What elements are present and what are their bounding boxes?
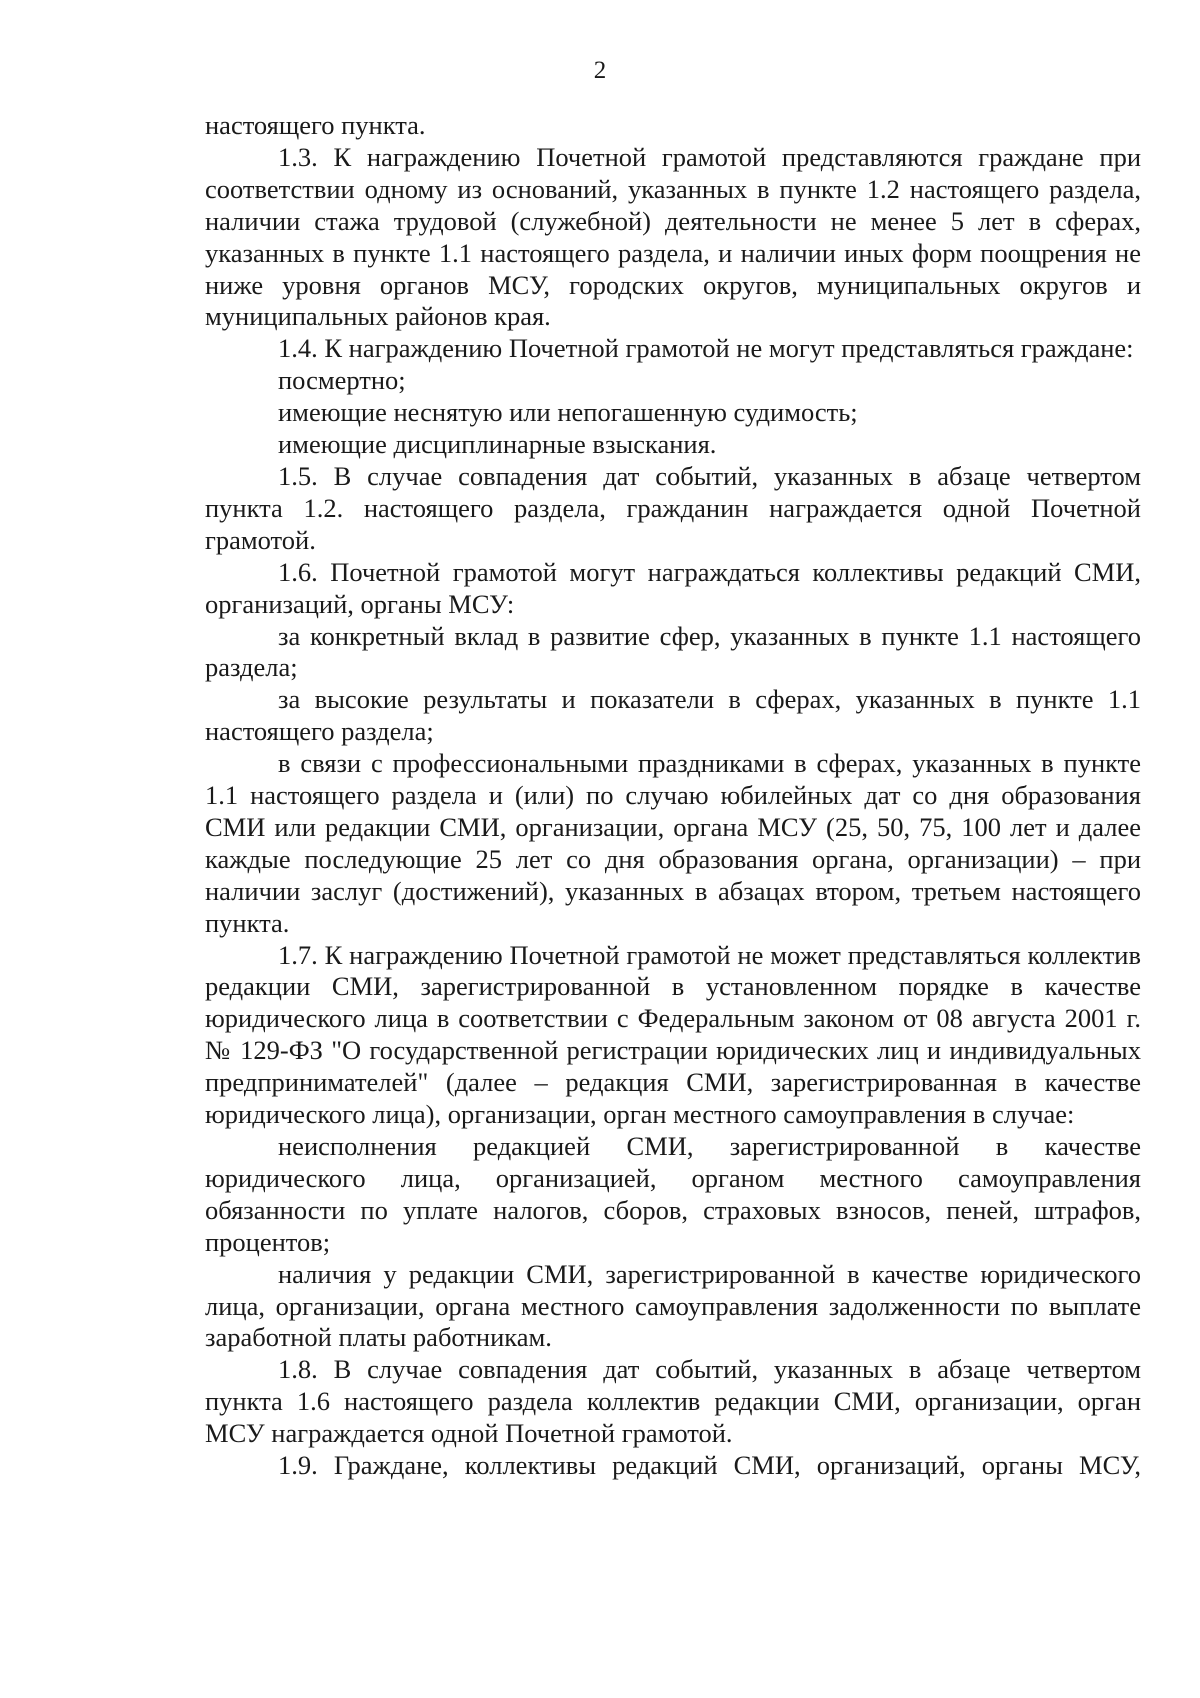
page-number: 2 [593,57,607,84]
paragraph-1-5: 1.5. В случае совпадения дат событий, указанных в абзаце четвертом пункта 1.2. настоящего раздела, гражданин награждается одной Почетной грамотой. [205,460,1141,555]
paragraph-1-4: 1.4. К награждению Почетной грамотой не могут представляться граждане: [278,333,1134,364]
paragraph: настоящего пункта. [205,110,426,140]
list-item: имеющие неснятую или непогашенную судимость; [278,397,858,428]
paragraph-1-9: 1.9. Граждане, коллективы редакций СМИ, организаций, органы МСУ, [278,1450,1141,1481]
list-item: за высокие результаты и показатели в сферах, указанных в пункте 1.1 настоящего раздела; [205,684,1141,747]
paragraph-1-7: 1.7. К награждению Почетной грамотой не может представляться коллектив редакции СМИ, зарегистрированной в установленном порядке в качестве юридического лица в соответствии с Федеральным законом от 08 августа 2001 г. № 129-ФЗ "О государственной регистрации юридических лиц и индивидуальных предпринимателей" (далее – редакция СМИ, зарегистрированная в качестве юридического лица), организации, орган местного самоуправления в случае: [205,939,1141,1130]
paragraph-1-6: 1.6. Почетной грамотой могут награждаться коллективы редакций СМИ, организаций, органы МСУ: [205,556,1141,619]
list-item: имеющие дисциплинарные взыскания. [278,429,717,460]
list-item: в связи с профессиональными праздниками в сферах, указанных в пункте 1.1 настоящего раздела и (или) по случаю юбилейных дат со дня образования СМИ или редакции СМИ, организации, органа МСУ (25, 50, 75, 100 лет и далее каждые последующие 25 лет со дня образования органа, организации) – при наличии заслуг (достижений), указанных в абзацах втором, третьем настоящего пункта. [205,748,1141,938]
paragraph-1-8: 1.8. В случае совпадения дат событий, указанных в абзаце четвертом пункта 1.6 настоящего раздела коллектив редакции СМИ, организации, орган МСУ награждается одной Почетной грамотой. [205,1354,1141,1449]
list-item: неисполнения редакцией СМИ, зарегистрированной в качестве юридического лица, организацией, органом местного самоуправления обязанности по уплате налогов, сборов, страховых взносов, пеней, штрафов, процентов; [205,1131,1141,1257]
list-item: наличия у редакции СМИ, зарегистрированной в качестве юридического лица, организации, органа местного самоуправления задолженности по выплате заработной платы работникам. [205,1258,1141,1353]
list-item: посмертно; [278,365,406,396]
list-item: за конкретный вклад в развитие сфер, указанных в пункте 1.1 настоящего раздела; [205,620,1141,683]
document-body [205,110,1141,1482]
paragraph-1-3: 1.3. К награждению Почетной грамотой представляются граждане при соответствии одному из оснований, указанных в пункте 1.2 настоящего раздела, наличии стажа трудовой (служебной) деятельности не менее 5 лет в сферах, указанных в пункте 1.1 настоящего раздела, и наличии иных форм поощрения не ниже уровня органов МСУ, городских округов, муниципальных округов и муниципальных районов края. [205,141,1141,332]
